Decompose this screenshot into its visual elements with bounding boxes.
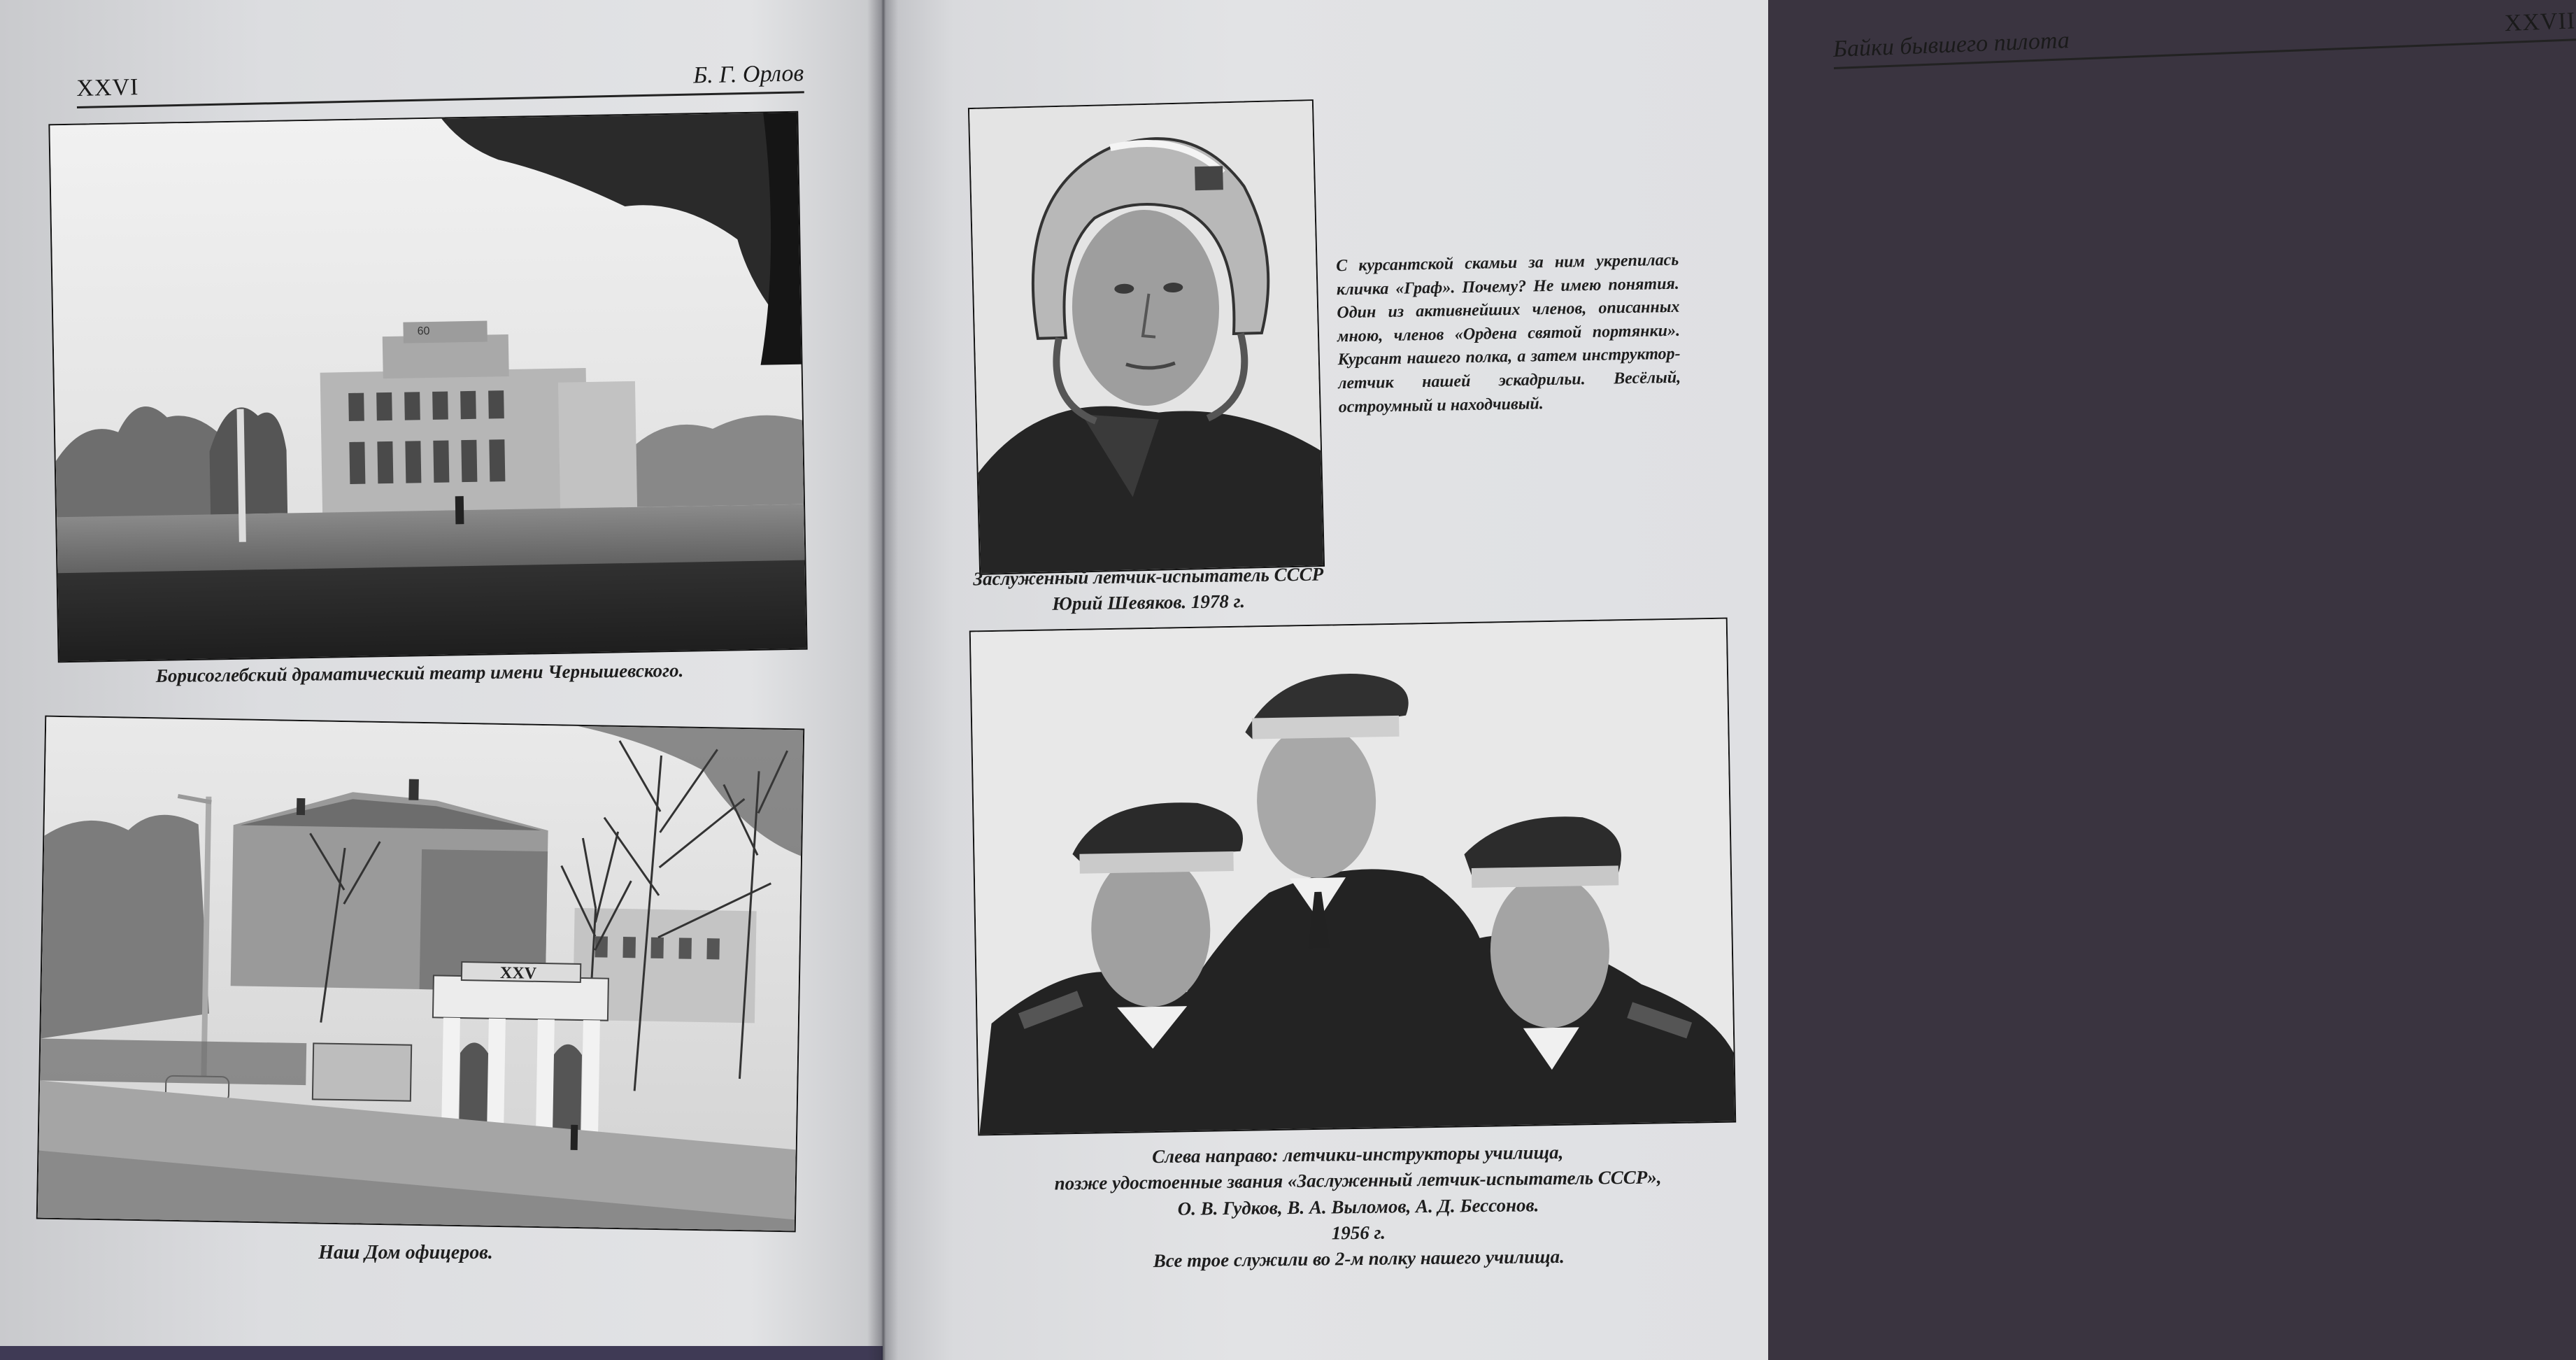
right-page-number: XXVII (2504, 8, 2576, 37)
book-gutter (867, 0, 898, 1360)
right-running-title: Байки бывшего пилота (1833, 27, 2070, 63)
theatre-caption: Борисоглебский драматический театр имени Чернышевского. (155, 660, 684, 686)
left-page (0, 0, 883, 1360)
group-caption-line-5: Все трое служили во 2-м полку нашего училища. (1153, 1245, 1565, 1272)
pilot-portrait-image (969, 101, 1323, 574)
officers-house-photo (36, 716, 804, 1233)
officers-house-image (38, 717, 803, 1231)
portrait-caption-line-2: Юрий Шевяков. 1978 г. (1052, 590, 1246, 615)
book-cover-edge (0, 1346, 883, 1360)
theatre-banner: 60 (417, 325, 430, 338)
right-page (883, 0, 2576, 1360)
gate-sign: XXV (499, 963, 537, 983)
left-running-author: Б. Г. Орлов (692, 60, 804, 89)
instructors-group-image (971, 619, 1735, 1135)
theatre-photo (48, 111, 807, 663)
left-running-head (76, 60, 804, 108)
portrait-caption (953, 561, 1345, 618)
portrait-caption-line-1: Заслуженный летчик-испытатель СССР (973, 563, 1324, 590)
pilot-portrait-photo (968, 99, 1325, 575)
group-caption-line-1: Слева направо: летчики-инструкторы училища, (1151, 1141, 1564, 1168)
group-caption (1022, 1138, 1695, 1275)
group-caption-line-3: О. В. Гудков, В. А. Выломов, А. Д. Бессонов. (1177, 1193, 1539, 1219)
officers-house-caption: Наш Дом офицеров. (318, 1242, 493, 1263)
left-page-number: XXVI (76, 74, 139, 102)
right-running-head (1833, 8, 2576, 69)
group-caption-line-4: 1956 г. (1331, 1221, 1386, 1244)
theatre-photo-image (50, 113, 806, 662)
instructors-group-photo (969, 618, 1736, 1136)
group-caption-line-2: позже удостоенные звания «Заслуженный летчик-испытатель СССР», (1054, 1166, 1662, 1194)
pilot-side-note: С курсантской скамьи за ним укрепилась кличка «Граф». Почему? Не имею понятия. Один из активнейших членов, описанных мною, членов «Ордена святой портянки». Курсант нашего полка, а затем инструктор-летчик нашей эскадрильи. Весёлый, остроумный и находчивый. (1336, 250, 1681, 416)
